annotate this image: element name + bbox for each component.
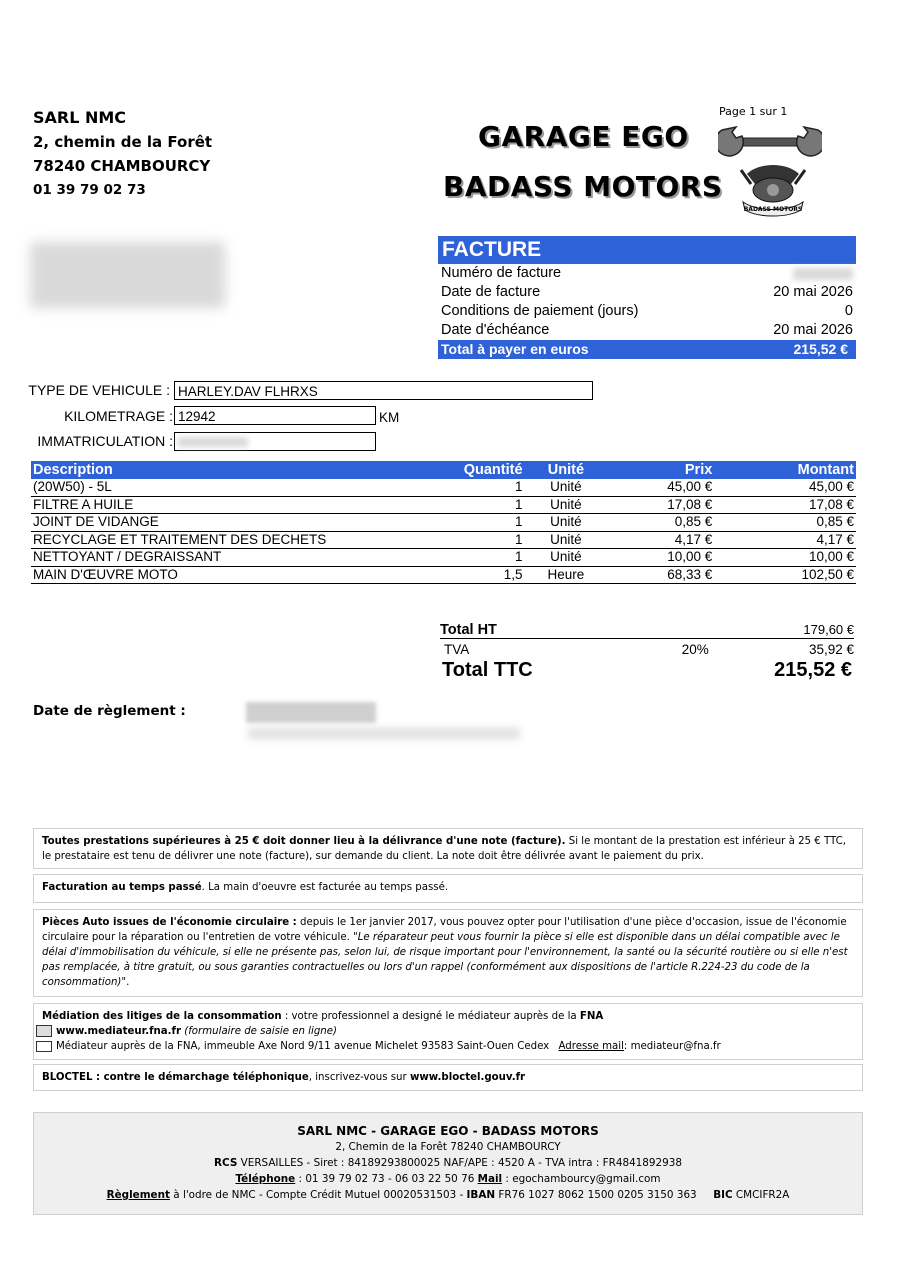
legal-4-bold: Médiation des litiges de la consommation — [42, 1011, 282, 1022]
client-address-redacted — [30, 242, 225, 308]
cell-quantity: 1 — [436, 531, 524, 549]
col-description: Description — [31, 461, 436, 479]
tva-row — [440, 642, 854, 657]
invoice-number-redacted — [793, 268, 853, 280]
legal-5-text: , inscrivez-vous sur — [308, 1072, 410, 1083]
total-ht-row — [440, 622, 854, 639]
footer-rcs: VERSAILLES - Siret : 84189293800025 NAF/APE : 4520 A - TVA intra : FR4841892938 — [237, 1157, 682, 1169]
legal-1-bold: Toutes prestations supérieures à 25 € doit donner lieu à la délivrance d'une note (facture). — [42, 836, 566, 847]
cell-price: 10,00 € — [607, 549, 714, 567]
table-row — [31, 531, 856, 549]
table-row — [31, 549, 856, 567]
mileage-label: KILOMETRAGE : — [64, 408, 173, 424]
mediator-website-link[interactable]: www.mediateur.fna.fr — [56, 1026, 181, 1037]
mileage-field: 12942 — [174, 406, 376, 425]
col-unit: Unité — [525, 461, 608, 479]
legal-note-time — [33, 874, 863, 903]
cell-description: FILTRE A HUILE — [31, 496, 436, 514]
vehicle-type-field: HARLEY.DAV FLHRXS — [174, 381, 593, 400]
table-header — [31, 461, 856, 479]
registration-field — [174, 432, 376, 451]
legal-note-bloctel — [33, 1064, 863, 1091]
legal-5-bold: BLOCTEL : contre le démarchage téléphonique — [42, 1072, 309, 1083]
mediator-address: Médiateur auprès de la FNA, immeuble Axe Nord 9/11 avenue Michelet 93583 Saint-Ouen Cedex — [56, 1041, 550, 1052]
cell-quantity: 1 — [436, 479, 524, 496]
cell-description: MAIN D'ŒUVRE MOTO — [31, 566, 436, 584]
legal-note-invoice — [33, 828, 863, 869]
legal-4-fna: FNA — [579, 1011, 604, 1022]
payment-date-label: Date de règlement : — [33, 703, 186, 719]
footer-iban: FR76 1027 8062 1500 0205 3150 363 — [495, 1189, 714, 1201]
cell-description: NETTOYANT / DEGRAISSANT — [31, 549, 436, 567]
legal-note-mediation — [33, 1003, 863, 1060]
legal-3-bold: Pièces Auto issues de l'économie circulaire : — [42, 917, 297, 928]
vehicle-type-label: TYPE DE VEHICULE : — [28, 382, 170, 398]
col-price: Prix — [607, 461, 714, 479]
footer-reg-label: Règlement — [106, 1189, 170, 1201]
footer-iban-label: IBAN — [466, 1189, 496, 1201]
cell-price: 68,33 € — [607, 566, 714, 584]
motorcycle-badge-icon — [737, 160, 809, 218]
company-address-2: 78240 CHAMBOURCY — [33, 157, 211, 175]
cell-quantity: 1 — [436, 514, 524, 532]
legal-note-parts — [33, 909, 863, 997]
invoice-row-label: Conditions de paiement (jours) — [441, 303, 639, 319]
legal-2-bold: Facturation au temps passé — [42, 882, 202, 893]
company-name: SARL NMC — [33, 108, 127, 127]
tva-value: 35,92 € — [808, 642, 854, 657]
invoice-row-value: 0 — [844, 303, 853, 319]
company-block — [33, 106, 212, 202]
total-ht-label: Total HT — [440, 622, 497, 638]
table-row — [31, 496, 856, 514]
footer-tel-label: Téléphone — [235, 1173, 296, 1185]
invoice-title: FACTURE — [438, 236, 856, 264]
invoice-row — [438, 283, 856, 302]
cell-description: (20W50) - 5L — [31, 479, 436, 496]
cell-price: 45,00 € — [607, 479, 714, 496]
tva-rate: 20% — [681, 642, 709, 657]
cell-quantity: 1 — [436, 496, 524, 514]
bloctel-link[interactable]: www.bloctel.gouv.fr — [409, 1072, 526, 1083]
table-row — [31, 566, 856, 584]
legal-2-text: . La main d'oeuvre est facturée au temps passé. — [201, 882, 449, 893]
items-table — [31, 461, 856, 584]
legal-1-text: Si le montant de la prestation est inférieur à 25 € TTC, le prestataire est tenu de délivrer une note (facture), sur demande du client. La note doit être délivrée avant le paiement du prix. — [42, 836, 847, 862]
cell-price: 0,85 € — [607, 514, 714, 532]
invoice-row-value: 20 mai 2026 — [773, 322, 853, 338]
legal-3-end: ". — [121, 977, 130, 988]
computer-icon — [36, 1025, 52, 1037]
cell-unit: Heure — [525, 566, 608, 584]
company-phone: 01 39 79 02 73 — [33, 182, 146, 198]
footer-mail: : egochambourcy@gmail.com — [502, 1173, 661, 1185]
footer-rcs-label: RCS — [214, 1157, 238, 1169]
total-ttc-label: Total TTC — [442, 659, 533, 681]
table-row — [31, 479, 856, 496]
cell-quantity: 1,5 — [436, 566, 524, 584]
mediator-mail[interactable]: : mediateur@fna.fr — [623, 1041, 721, 1052]
col-quantity: Quantité — [436, 461, 524, 479]
registration-label: IMMATRICULATION : — [37, 433, 173, 449]
footer-reg: à l'odre de NMC - Compte Crédit Mutuel 00020531503 - — [169, 1189, 467, 1201]
company-address-1: 2, chemin de la Forêt — [33, 133, 213, 151]
cell-amount: 17,08 € — [714, 496, 856, 514]
invoice-row-value: 20 mai 2026 — [773, 284, 853, 300]
invoice-row-label: Date d'échéance — [441, 322, 550, 338]
cell-unit: Unité — [525, 531, 608, 549]
cell-quantity: 1 — [436, 549, 524, 567]
footer-tel: : 01 39 79 02 73 - 06 03 22 50 76 — [295, 1173, 478, 1185]
cell-amount: 102,50 € — [714, 566, 856, 584]
payment-method-redacted — [248, 728, 520, 739]
invoice-summary — [438, 236, 856, 359]
envelope-icon — [36, 1041, 52, 1052]
cell-amount: 45,00 € — [714, 479, 856, 496]
footer-title: SARL NMC - GARAGE EGO - BADASS MOTORS — [297, 1124, 599, 1138]
page-number: Page 1 sur 1 — [719, 105, 788, 118]
cell-price: 17,08 € — [607, 496, 714, 514]
invoice-total-row — [438, 340, 856, 359]
footer-address: 2, Chemin de la Forêt 78240 CHAMBOURCY — [335, 1141, 561, 1153]
mediator-website-note: (formulaire de saisie en ligne) — [184, 1026, 337, 1037]
total-ttc-value: 215,52 € — [774, 659, 852, 681]
footer-bic-label: BIC — [713, 1189, 733, 1201]
cell-price: 4,17 € — [607, 531, 714, 549]
cell-unit: Unité — [525, 514, 608, 532]
invoice-row — [438, 321, 856, 340]
tva-label: TVA — [444, 642, 470, 657]
total-ht-value: 179,60 € — [803, 622, 854, 637]
table-row — [31, 514, 856, 532]
footer — [33, 1112, 863, 1215]
registration-redacted — [178, 437, 248, 447]
invoice-total-label: Total à payer en euros — [441, 341, 589, 357]
payment-date-redacted — [246, 702, 376, 723]
cell-amount: 0,85 € — [714, 514, 856, 532]
invoice-total-value: 215,52 € — [793, 341, 848, 357]
legal-3-text: depuis le 1er janvier 2017, vous pouvez opter pour l'utilisation d'une pièce d'occasion, issue de l'économie circulaire pour la réparation ou l'entretien de votre véhicule. " — [42, 917, 847, 943]
cell-unit: Unité — [525, 479, 608, 496]
invoice-row-label: Numéro de facture — [441, 265, 562, 281]
mediator-mail-label: Adresse mail — [558, 1041, 624, 1052]
cell-amount: 4,17 € — [714, 531, 856, 549]
legal-4-text: : votre professionnel a designé le médiateur auprès de la — [281, 1011, 580, 1022]
col-amount: Montant — [714, 461, 856, 479]
total-ttc-row — [440, 659, 854, 682]
invoice-row — [438, 302, 856, 321]
cell-description: JOINT DE VIDANGE — [31, 514, 436, 532]
cell-unit: Unité — [525, 496, 608, 514]
footer-mail-label: Mail — [477, 1173, 503, 1185]
wrench-icon — [718, 124, 822, 160]
cell-amount: 10,00 € — [714, 549, 856, 567]
legal-3-quote: Le réparateur peut vous fournir la pièce si elle est disponible dans un délai compatible avec le délai d'immobilisation du véhicule, si elle ne présente pas, selon lui, de risque important pour l'environnement, la santé ou la sécurité routière ou si elle n'est pas remplacée, à titre gratuit, ou sous garanties contractuelles ou lors d'un rappel (conformément aux dispositions de l'article R.224-23 du code de la consommation) — [42, 932, 848, 988]
mileage-unit: KM — [379, 410, 400, 425]
cell-unit: Unité — [525, 549, 608, 567]
badge-text: BADASS MOTORS — [743, 206, 803, 213]
cell-description: RECYCLAGE ET TRAITEMENT DES DECHETS — [31, 531, 436, 549]
invoice-row — [438, 264, 856, 283]
brand-line-1: GARAGE EGO — [478, 120, 689, 153]
brand-line-2: BADASS MOTORS — [443, 170, 723, 203]
invoice-row-label: Date de facture — [441, 284, 541, 300]
footer-bic: CMCIFR2A — [732, 1189, 790, 1201]
